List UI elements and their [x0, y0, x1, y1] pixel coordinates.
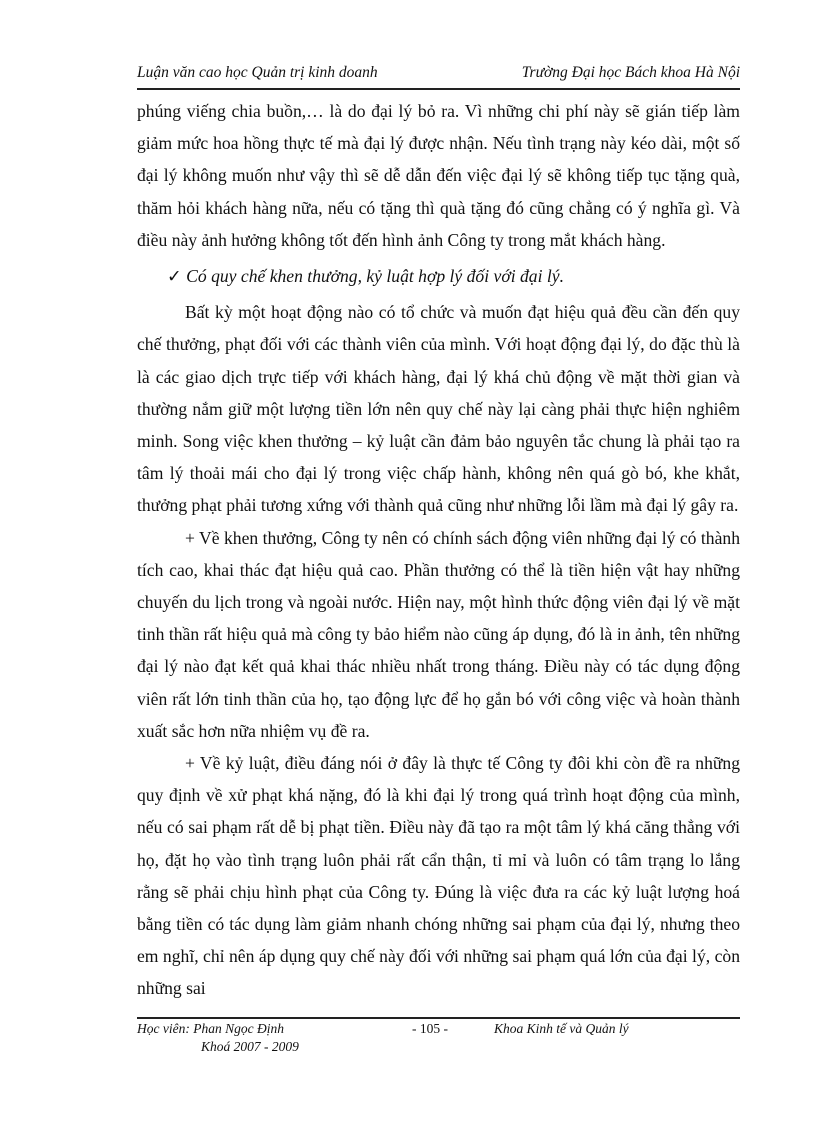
paragraph-rewards: + Về khen thưởng, Công ty nên có chính sách động viên những đại lý có thành tích cao, khai thác đạt hiệu quả cao. Phần thưởng có thể là tiền hiện vật hay những chuyến du lịch trong và ngoài nước. Hiện nay, một hình thức động viên đại lý về mặt tinh thần rất hiệu quả mà công ty bảo hiểm nào cũng áp dụng, đó là in ảnh, tên những đại lý nào đạt kết quả khai thác nhiều nhất trong tháng. Điều này có tác dụng động viên rất lớn tinh thần của họ, tạo động lực để họ gắn bó với công việc và hoàn thành xuất sắc hơn nữa nhiệm vụ đề ra. [137, 527, 740, 741]
paragraph-discipline: + Về kỷ luật, điều đáng nói ở đây là thực tế Công ty đôi khi còn đề ra những quy định về xử phạt khá nặng, đó là khi đại lý trong quá trình hoạt động của mình, nếu có sai phạm rất dễ bị phạt tiền. Điều này đã tạo ra một tâm lý khá căng thẳng với họ, đặt họ vào tình trạng luôn phải rất cẩn thận, tỉ mỉ và luôn có tâm trạng lo lắng rằng sẽ phải chịu hình phạt của Công ty. Đúng là việc đưa ra các kỷ luật lượng hoá bằng tiền có tác dụng làm giảm nhanh chóng những sai phạm của đại lý, nhưng theo em nghĩ, chỉ nên áp dụng quy chế này đối với những sai phạm quá lớn của đại lý, còn những sai [137, 753, 740, 999]
footer-faculty: Khoa Kinh tế và Quản lý [494, 1021, 629, 1036]
header-university: Trường Đại học Bách khoa Hà Nội [521, 64, 740, 81]
document-body [137, 95, 740, 1005]
page-footer [137, 1021, 740, 1061]
paragraph-continued: phúng viếng chia buồn,… là do đại lý bỏ ra. Vì những chi phí này sẽ gián tiếp làm giảm mức hoa hồng thực tế mà đại lý được nhận. Nếu tình trạng này kéo dài, một số đại lý không muốn như vậy thì sẽ dễ dẫn đến việc đại lý sẽ không tiếp tục tặng quà, thăm hỏi khách hàng nữa, nếu có tặng thì quà tặng đó cũng chẳng có ý nghĩa gì. Và điều này ảnh hưởng không tốt đến hình ảnh Công ty trong mắt khách hàng. [137, 101, 740, 250]
footer-student: Học viên: Phan Ngọc Định [137, 1021, 284, 1036]
footer-course: Khoá 2007 - 2009 [201, 1039, 299, 1054]
paragraph-rewards-discipline: Bất kỳ một hoạt động nào có tổ chức và muốn đạt hiệu quả đều cần đến quy chế thưởng, phạt đối với các thành viên của mình. Với hoạt động đại lý, do đặc thù là là các giao dịch trực tiếp với khách hàng, đại lý khá chủ động về mặt thời gian và thường nắm giữ một lượng tiền lớn nên quy chế này lại càng phải thực hiện nghiêm minh. Song việc khen thưởng – kỷ luật cần đảm bảo nguyên tắc chung là phải tạo ra tâm lý thoải mái cho đại lý trong việc chấp hành, không nên quá gò bó, khe khắt, thưởng phạt phải tương xứng với thành quả cũng như những lỗi lầm mà đại lý gây ra. [137, 302, 740, 516]
footer-divider [137, 1017, 740, 1019]
section-heading-text: Có quy chế khen thưởng, kỷ luật hợp lý đối với đại lý. [186, 266, 564, 287]
checkmark-icon: ✓ [167, 266, 182, 287]
header-divider [137, 88, 740, 90]
page-number: - 105 - [412, 1021, 448, 1036]
section-heading [137, 260, 740, 292]
header-thesis-title: Luận văn cao học Quản trị kinh doanh [137, 64, 378, 81]
page-header [137, 64, 740, 86]
